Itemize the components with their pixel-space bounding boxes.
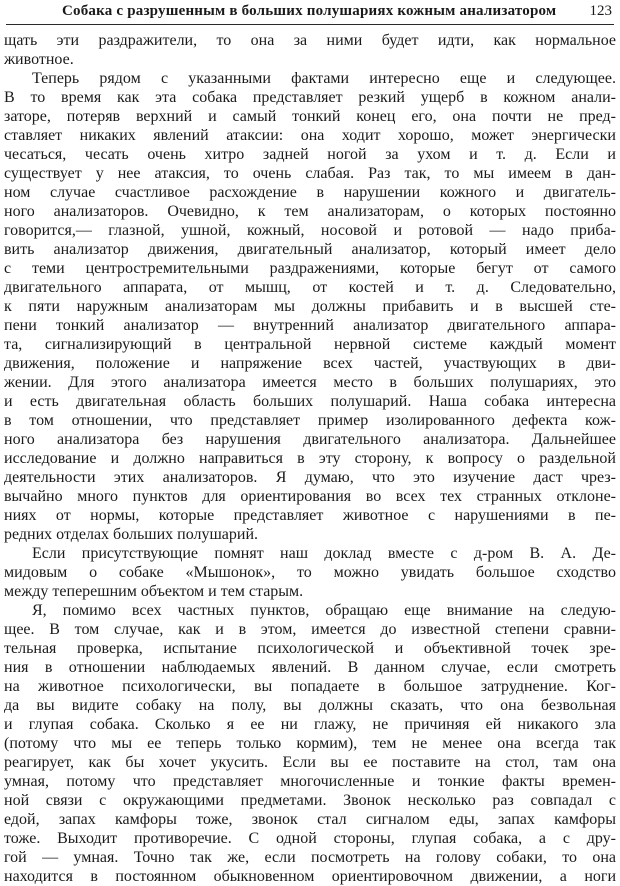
text-line: и глупая собака. Сколько я ее ни глажу, не причиняя ей никакого зла <box>4 716 616 733</box>
text-line: животное. <box>4 51 74 68</box>
text-line: мидовым о собаке «Мышонок», то можно увидать большое сходство <box>4 564 616 581</box>
page-header <box>6 0 614 25</box>
text-line: тельная проверка, испытание психологической и объективной точек зре- <box>4 640 616 657</box>
page-number: 123 <box>589 3 612 19</box>
text-line: (потому что мы ее теперь только кормим), тем не менее она всегда так <box>4 735 616 752</box>
text-line: Если присутствующие помнят наш доклад вместе с д-ром В. А. Де- <box>32 545 616 562</box>
text-line: вить анализатор движения, двигательный анализатор, который имеет дело <box>4 241 616 258</box>
text-line: щать эти раздражители, то она за ними будет идти, как нормальное <box>4 32 616 49</box>
text-line: В то время как эта собака представляет резкий ущерб в кожном анали- <box>4 89 616 106</box>
text-line: ной связи с окружающими предметами. Звонок несколько раз совпадал с <box>4 792 616 809</box>
text-line: вычайно много пунктов для ориентирования во всех тех странных отклоне- <box>4 488 616 505</box>
text-line: да вы видите собаку на полу, вы должны сказать, что она безвольная <box>4 697 616 714</box>
text-line: чесаться, чесать очень хитро задней ногой за ухом и т. д. Если и <box>4 146 616 163</box>
text-line: пени тонкий анализатор — внутренний анализатор двигательного аппара- <box>4 317 616 334</box>
text-line: едой, запах камфоры тоже, звонок стал сигналом еды, запах камфоры <box>4 811 616 828</box>
text-line: Теперь рядом с указанными фактами интересно еще и следующее. <box>32 70 616 87</box>
body-text <box>4 31 616 886</box>
text-line: ного анализатора без нарушения двигательного анализатора. Дальнейшее <box>4 431 616 448</box>
text-line: Я, помимо всех частных пунктов, обращаю еще внимание на следую- <box>32 602 616 619</box>
text-line: говорится,— глазной, ушной, кожный, носовой и ротовой — надо приба- <box>4 222 616 239</box>
text-line: щее. В том случае, как и в этом, имеется до известной степени сравни- <box>4 621 616 638</box>
text-line: ставляет никаких явлений атаксии: она ходит хорошо, может энергически <box>4 127 616 144</box>
text-line: исследование и должно направиться в эту сторону, к вопросу о раздельной <box>4 450 616 467</box>
text-line: редних отделах больших полушарий. <box>4 526 259 543</box>
text-line: между теперешним объектом и тем старым. <box>4 583 304 600</box>
text-line: гой — умная. Точно так же, если посмотреть на голову собаки, то она <box>4 849 616 866</box>
text-line: ного анализаторов. Очевидно, к тем анализаторам, о которых постоянно <box>4 203 616 220</box>
text-line: и есть двигательная область больших полушарий. Наша собака интересна <box>4 393 616 410</box>
text-line: движения, положение и напряжение всех частей, участвующих в дви- <box>4 355 616 372</box>
text-line: деятельности этих анализаторов. Я думаю, что это изучение даст чрез- <box>4 469 616 486</box>
text-line: умная, потому что представляет многочисленные и тонкие факты времен- <box>4 773 616 790</box>
text-line: двигательного аппарата, от мышц, от костей и т. д. Следовательно, <box>4 279 616 296</box>
text-line: к пяти наружным анализаторам мы должны прибавить и в высшей сте- <box>4 298 616 315</box>
text-line: заторе, потеряв верхний и самый тонкий конец его, она почти не пред- <box>4 108 616 125</box>
text-line: ниях от нормы, которые представляет животное с нарушениями в пе- <box>4 507 616 524</box>
text-line: реагирует, как бы хочет укусить. Если вы ее поставите на стол, там она <box>4 754 616 771</box>
text-line: находится в постоянном обыкновенном ориентировочном движении, а ноги <box>4 868 616 885</box>
text-line: ния в отношении наблюдаемых явлений. В данном случае, если смотреть <box>4 659 616 676</box>
text-line: с теми центростремительными раздражениями, которые бегут от самого <box>4 260 616 277</box>
text-line: ном случае счастливое расхождение в нарушении кожного и двигатель- <box>4 184 616 201</box>
running-title: Собака с разрушенным в больших полушариях кожным анализатором <box>62 3 557 19</box>
text-line: тоже. Выходит противоречие. С одной стороны, глупая собака, а с дру- <box>4 830 616 847</box>
text-line: жении. Для этого анализатора имеется место в больших полушариях, это <box>4 374 616 391</box>
text-line: существует у нее атаксия, то очень слабая. Раз так, то мы имеем в дан- <box>4 165 616 182</box>
text-line: на животное психологически, вы попадаете в большое затруднение. Ког- <box>4 678 616 695</box>
text-line: та, сигнализирующий в центральной нервной системе каждый момент <box>4 336 616 353</box>
text-line: в том отношении, что представляет пример изолированного дефекта кож- <box>4 412 616 429</box>
